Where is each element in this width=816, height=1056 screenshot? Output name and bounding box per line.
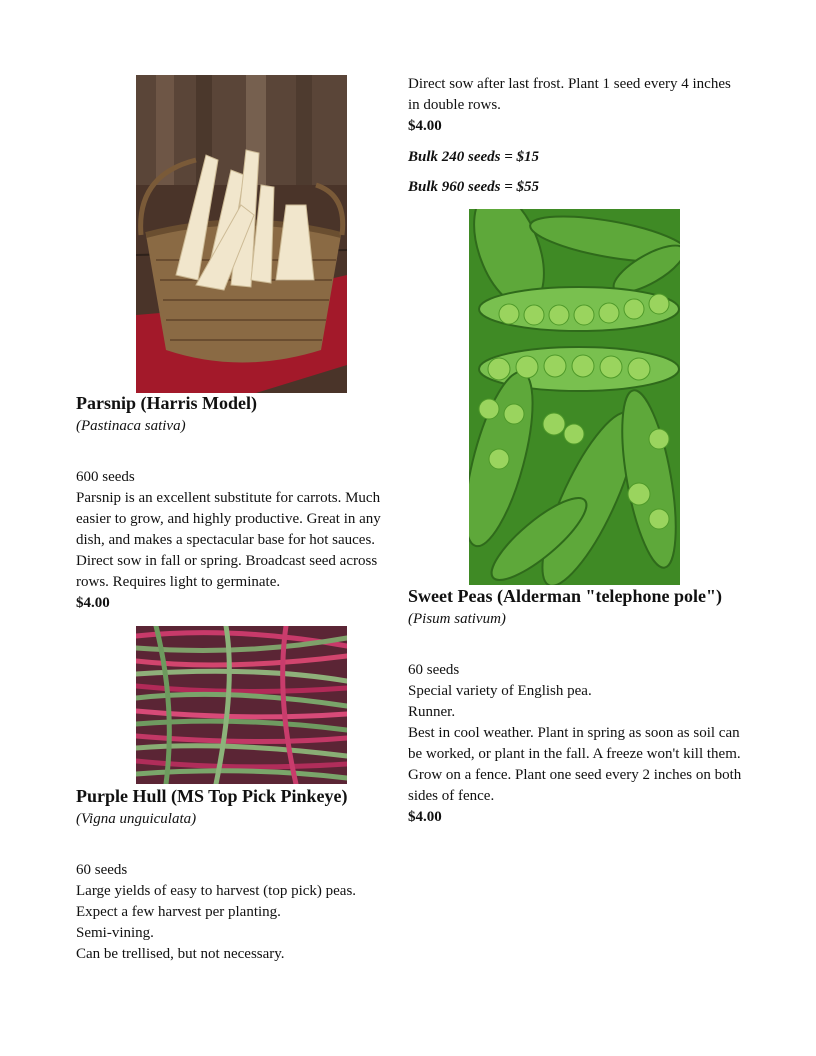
previous-item-description: Direct sow after last frost. Plant 1 seed every 4 inches in double rows. — [408, 76, 731, 113]
parsnip-scientific-name: (Pastinaca sativa) — [76, 418, 186, 434]
sweet-peas-line: Special variety of English pea. — [408, 683, 592, 699]
parsnip-photo — [136, 75, 347, 393]
parsnip-title: Parsnip (Harris Model) — [76, 393, 257, 413]
peas-pods-image — [469, 209, 680, 585]
sweet-peas-entry — [408, 584, 743, 828]
purple-hull-line: Large yields of easy to harvest (top pick) peas. — [76, 883, 357, 899]
previous-item-price: $4.00 — [408, 118, 442, 134]
sweet-peas-price: $4.00 — [408, 809, 442, 825]
purple-hull-scientific-name: (Vigna unguiculata) — [76, 811, 197, 827]
sweet-peas-line: Runner. — [408, 704, 456, 720]
sweet-peas-scientific-name: (Pisum sativum) — [408, 611, 506, 627]
purple-hull-pods-image — [136, 626, 347, 784]
purple-hull-line: Expect a few harvest per planting. — [76, 904, 281, 920]
sweet-peas-photo — [469, 209, 680, 585]
parsnip-seed-count: 600 seeds — [76, 469, 135, 485]
sweet-peas-title: Sweet Peas (Alderman "telephone pole") — [408, 586, 722, 606]
purple-hull-entry — [76, 784, 404, 965]
purple-hull-seed-count: 60 seeds — [76, 862, 128, 878]
bulk-price-960: Bulk 960 seeds = $55 — [408, 179, 540, 195]
purple-hull-line: Semi-vining. — [76, 925, 154, 941]
purple-hull-photo — [136, 626, 347, 784]
sweet-peas-line: Best in cool weather. Plant in spring as soon as soil can be worked, or plant in the fall. A freeze won't kill them. — [408, 725, 741, 762]
purple-hull-title: Purple Hull (MS Top Pick Pinkeye) — [76, 786, 348, 806]
purple-hull-line: Can be trellised, but not necessary. — [76, 946, 285, 962]
parsnip-basket-image — [136, 75, 347, 393]
sweet-peas-line: Grow on a fence. Plant one seed every 2 inches on both sides of fence. — [408, 767, 742, 804]
parsnip-description: Parsnip is an excellent substitute for carrots. Much easier to grow, and highly productive. Great in any dish, and makes a spectacular base for hot sauces. Direct sow in fall or spring. Broadcast seed across rows. Requires light to germinate. — [76, 490, 381, 590]
bulk-price-240: Bulk 240 seeds = $15 — [408, 149, 540, 165]
parsnip-entry — [76, 391, 404, 614]
parsnip-price: $4.00 — [76, 595, 110, 611]
sweet-peas-seed-count: 60 seeds — [408, 662, 460, 678]
previous-item-continuation — [408, 74, 743, 198]
